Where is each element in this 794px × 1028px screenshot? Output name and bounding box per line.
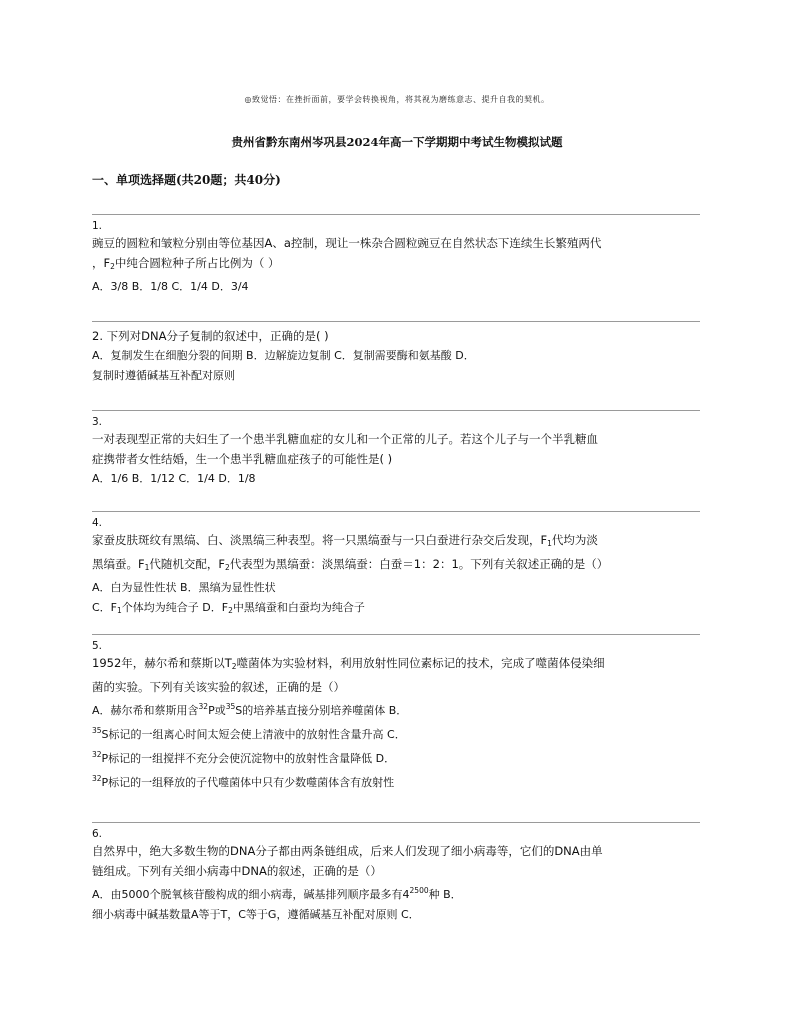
answer-options: A．复制发生在细胞分裂的间期 B．边解旋边复制 C．复制需要酶和氨基酸 D． [92, 349, 475, 362]
divider-line [92, 822, 700, 823]
answer-options: 复制时遵循碱基互补配对原则 [92, 369, 235, 382]
question-number: 4. [92, 517, 103, 529]
answer-options: $^{32}$P标记的一组搅拌不充分会使沉淀物中的放射性含量降低 D． [92, 750, 396, 765]
answer-options: A．赫尔希和蔡斯用含$^{32}$P或$^{35}$S的培养基直接分别培养噬菌体 B． [92, 702, 408, 717]
question-text-line: 一对表现型正常的夫妇生了一个患半乳糖血症的女儿和一个正常的儿子。若这个儿子与一个半乳糖血 [92, 432, 598, 446]
divider-line [92, 321, 700, 322]
answer-options: 细小病毒中碱基数量A等于T，C等于G，遵循碱基互补配对原则 C． [92, 908, 420, 921]
question-text-line: 菌的实验。下列有关该实验的叙述，正确的是（） [92, 680, 345, 694]
question-4 [92, 511, 702, 621]
question-3 [92, 410, 702, 489]
divider-line [92, 214, 700, 215]
question-number: 1. [92, 220, 103, 232]
question-text-line: 家蚕皮肤斑纹有黑缟、白、淡黑缟三种表型。将一只黑缟蚕与一只白蚕进行杂交后发现，$F_1$代均为淡 [92, 533, 598, 548]
question-text-line: 1952年，赫尔希和蔡斯以$T_2$噬菌体为实验材料，利用放射性同位素标记的技术，完成了噬菌体侵染细 [92, 656, 605, 671]
question-text-line: 豌豆的圆粒和皱粒分别由等位基因A、a控制，现让一株杂合圆粒豌豆在自然状态下连续生长繁殖两代 [92, 236, 602, 250]
question-number: 6. [92, 828, 103, 840]
divider-line [92, 511, 700, 512]
motto-text: ◎致觉悟：在挫折面前，要学会转换视角，将其视为磨练意志、提升自我的契机。 [244, 95, 550, 104]
exam-title: 贵州省黔东南州岑巩县2024年高一下学期期中考试生物模拟试题 [231, 135, 563, 149]
divider-line [92, 410, 700, 411]
answer-options: C．$F_1$个体均为纯合子 D．$F_2$中黑缟蚕和白蚕均为纯合子 [92, 601, 365, 615]
question-text-line: 链组成。下列有关细小病毒中DNA的叙述，正确的是（） [92, 864, 382, 878]
question-2 [92, 321, 702, 386]
answer-options: A．白为显性性状 B．黑缟为显性性状 [92, 581, 276, 594]
answer-options: $^{32}$P标记的一组释放的子代噬菌体中只有少数噬菌体含有放射性 [92, 774, 395, 789]
question-1 [92, 214, 702, 297]
divider-line [92, 634, 700, 635]
question-text-line: 症携带者女性结婚，生一个患半乳糖血症孩子的可能性是( ) [92, 452, 393, 466]
section-heading: 一、单项选择题(共20题；共40分) [92, 173, 281, 187]
answer-options: A．3/8 B．1/8 C．1/4 D．3/4 [92, 280, 249, 293]
question-6 [92, 822, 702, 925]
question-number: 5. [92, 640, 103, 652]
answer-options: A．由5000个脱氧核苷酸构成的细小病毒，碱基排列顺序最多有$4^{2500}$种 B． [92, 886, 462, 901]
answer-options: $^{35}$S标记的一组离心时间太短会使上清液中的放射性含量升高 C． [92, 726, 406, 741]
answer-options: A．1/6 B．1/12 C．1/4 D．1/8 [92, 472, 256, 485]
question-stem: 2. 下列对DNA分子复制的叙述中，正确的是( ) [92, 329, 329, 343]
question-text-line: 黑缟蚕。$F_1$代随机交配，$F_2$代表型为黑缟蚕：淡黑缟蚕：白蚕＝1：2：1。下列有关叙述正确的是（） [92, 557, 609, 572]
question-text-line: 自然界中，绝大多数生物的DNA分子都由两条链组成，后来人们发现了细小病毒等，它们的DNA由单 [92, 844, 603, 858]
question-number: 3. [92, 416, 103, 428]
question-text-line: ，$F_2$中纯合圆粒种子所占比例为（ ） [92, 256, 280, 271]
question-5 [92, 634, 702, 793]
